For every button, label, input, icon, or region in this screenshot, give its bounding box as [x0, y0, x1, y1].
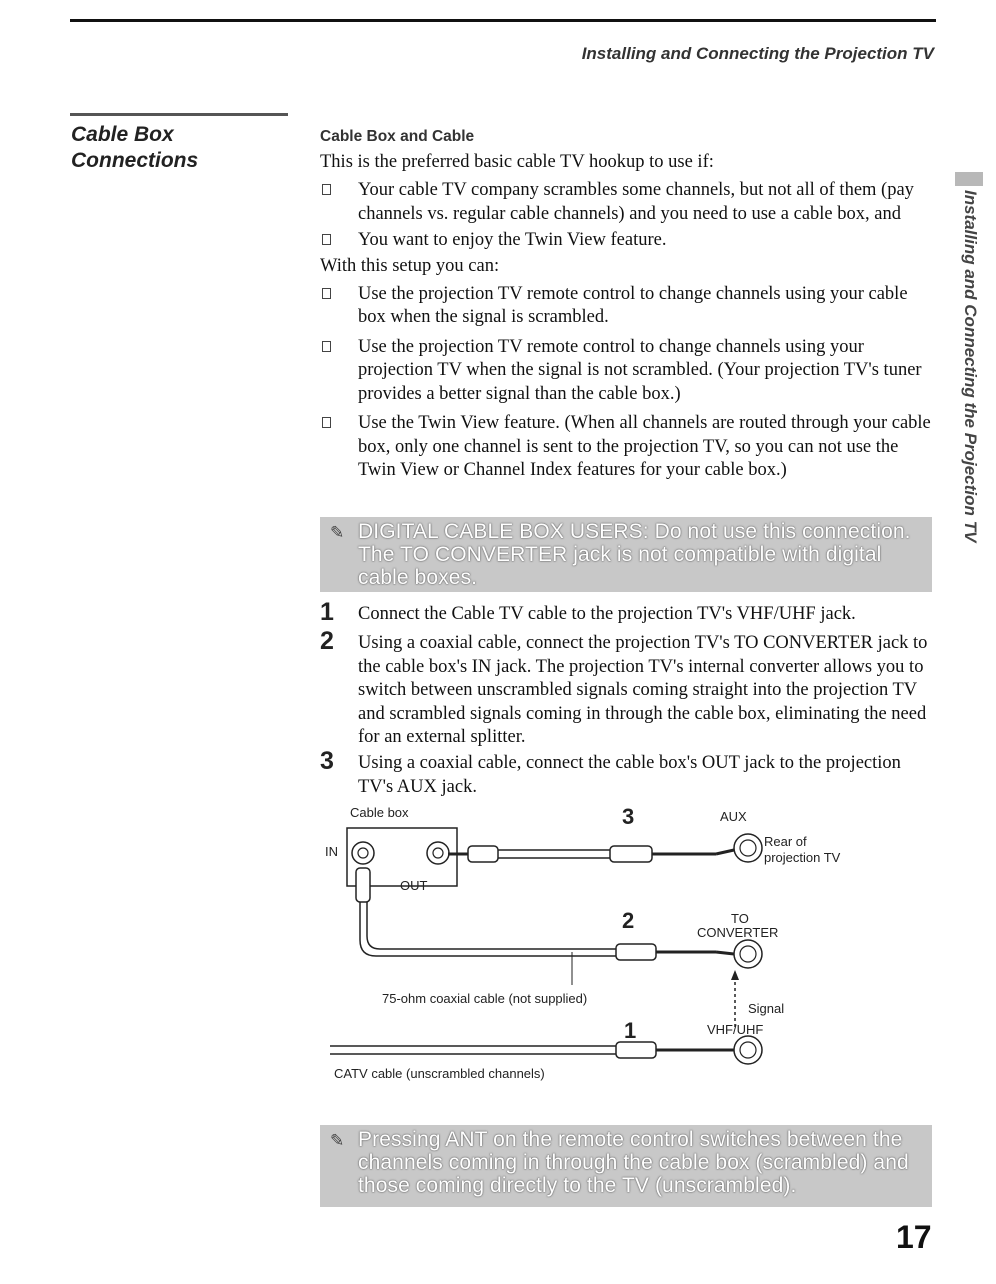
step-text: Using a coaxial cable, connect the cable box's OUT jack to the projection TV's AUX jack. [358, 753, 901, 797]
intro-text: This is the preferred basic cable TV hookup to use if: [320, 152, 714, 172]
section-title-line1: Cable Box [71, 123, 174, 146]
benefit-text: Use the projection TV remote control to change channels using your cable box when the signal is scrambled. [358, 283, 908, 327]
condition-item [320, 179, 932, 226]
rear-projection-tv-label: projection TV [764, 850, 841, 865]
coax-cable-label: 75-ohm coaxial cable (not supplied) [382, 991, 588, 1006]
rear-of-label: Rear of [764, 834, 807, 849]
digital-warning-text: DIGITAL CABLE BOX USERS: Do not use this connection. The TO CONVERTER jack is not compatible with digital cable boxes. [358, 520, 911, 589]
catv-cable-label: CATV cable (unscrambled channels) [334, 1066, 545, 1081]
out-jack-label: OUT [400, 878, 428, 893]
step-text: Connect the Cable TV cable to the projection TV's VHF/UHF jack. [358, 604, 856, 624]
diagram-step-1-number: 1 [624, 1018, 637, 1043]
coax-cable-line [360, 902, 620, 956]
subheading: Cable Box and Cable [320, 128, 475, 145]
checkbox-bullet-icon [322, 417, 331, 428]
main-content [320, 128, 932, 483]
section-title-line2: Connections [71, 149, 199, 172]
benefit-item [320, 412, 932, 483]
setup-intro: With this setup you can: [320, 255, 500, 276]
pencil-note-icon: ✎ [330, 1131, 345, 1150]
benefit-text: Use the Twin View feature. (When all channels are routed through your cable box, only one channel is sent to the projection TV, so you can not use the Twin View or Channel Index features for your cable box.) [358, 413, 931, 480]
to-label: TO [731, 911, 749, 926]
checkbox-bullet-icon [322, 341, 331, 352]
diagram-step-2-number: 2 [622, 908, 635, 933]
plug-icon [616, 944, 656, 960]
in-jack-icon [352, 842, 374, 864]
step-1 [320, 598, 932, 627]
signal-label: Signal [748, 1001, 785, 1016]
condition-item [320, 229, 932, 253]
digital-warning-note [320, 517, 932, 592]
plug-icon [468, 846, 498, 862]
section-title [71, 122, 198, 174]
step-3 [320, 747, 932, 799]
diagram-step-3-number: 3 [622, 804, 635, 829]
checkbox-bullet-icon [322, 288, 331, 299]
converter-label: CONVERTER [697, 925, 779, 940]
ant-note [320, 1125, 932, 1207]
checkbox-bullet-icon [322, 234, 331, 245]
running-header: Installing and Connecting the Projection TV [581, 44, 934, 63]
benefit-item [320, 336, 932, 407]
condition-text: Your cable TV company scrambles some channels, but not all of them (pay channels vs. regular cable channels) and you need to use a cable box, and [358, 180, 914, 224]
plug-icon [356, 868, 370, 902]
vhf-uhf-label: VHF/UHF [707, 1022, 764, 1037]
ant-note-text: Pressing ANT on the remote control switches between the channels coming in through the cable box (scrambled) and those coming directly to the TV (unscrambled). [358, 1128, 909, 1197]
checkbox-bullet-icon [322, 184, 331, 195]
step-number: 2 [320, 627, 334, 655]
benefit-text: Use the projection TV remote control to change channels using your projection TV when the signal is not scrambled. (Your projection TV's tuner provides a better signal than the cable box.) [358, 336, 922, 404]
connection-diagram [320, 800, 932, 1100]
signal-arrow-icon [731, 970, 739, 980]
in-jack-label: IN [325, 844, 338, 859]
vhf-uhf-jack-icon [734, 1036, 762, 1064]
plug-icon [610, 846, 652, 862]
condition-text: You want to enjoy the Twin View feature. [358, 230, 667, 250]
side-tab-marker [955, 172, 983, 186]
step-text: Using a coaxial cable, connect the projection TV's TO CONVERTER jack to the cable box's IN jack. The projection TV's internal converter allows you to switch between unscrambled signals coming straight into the projection TV and scrambled signals coming in through the cable box, eliminating the need for an external splitter. [358, 633, 928, 747]
connection-diagram-svg [320, 800, 932, 1100]
top-rule [70, 19, 936, 22]
section-rule [70, 113, 288, 116]
step-number: 3 [320, 747, 334, 775]
pencil-note-icon: ✎ [330, 523, 345, 542]
page-number: 17 [896, 1219, 932, 1255]
to-converter-jack-icon [734, 940, 762, 968]
cable-box-label: Cable box [350, 805, 409, 820]
out-jack-icon [427, 842, 449, 864]
side-tab-label: Installing and Connecting the Projection TV [961, 190, 980, 543]
step-number: 1 [320, 598, 334, 626]
benefit-item [320, 283, 932, 330]
aux-jack-icon [734, 834, 762, 862]
plug-icon [616, 1042, 656, 1058]
step-2 [320, 627, 932, 750]
aux-label: AUX [720, 809, 747, 824]
